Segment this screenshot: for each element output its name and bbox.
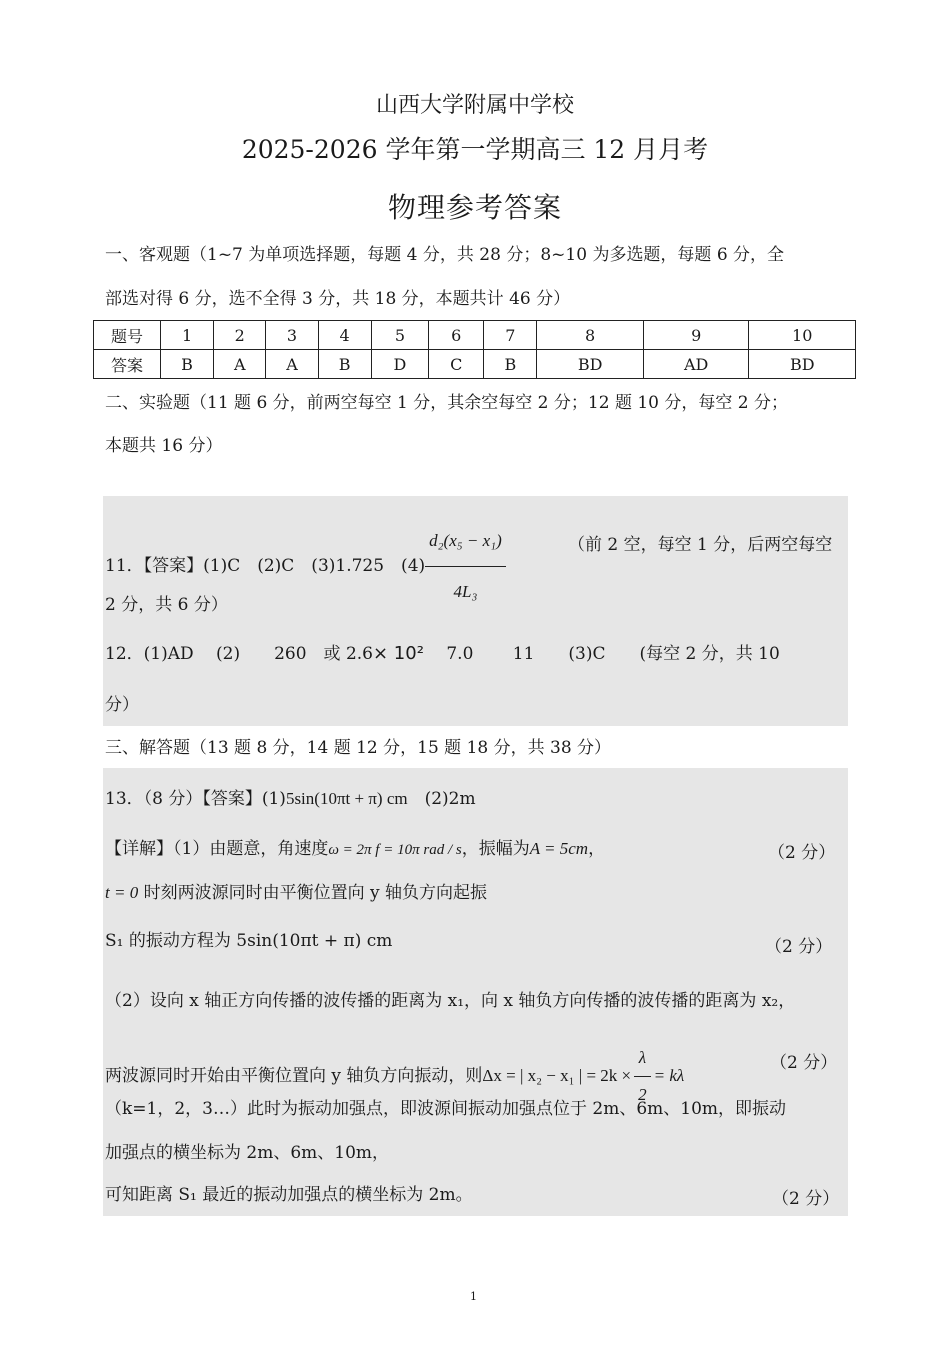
section2-intro-line2: 本题共 16 分） — [105, 436, 223, 456]
subject-title: 物理参考答案 — [387, 191, 562, 224]
table-cell: 3 — [266, 321, 318, 350]
q13-lambda-numerator: λ — [634, 1040, 651, 1077]
table-cell: B — [161, 350, 214, 379]
section2-intro-line1: 二、实验题（11 题 6 分，前两空每空 1 分，其余空每空 2 分；12 题 10 分，每空 2 分； — [105, 393, 789, 413]
q11-note-line1: （前 2 空，每空 1 分，后两空每空 — [568, 535, 833, 555]
q13-detail-end: ， — [588, 839, 606, 859]
table-cell: 5 — [371, 321, 429, 350]
q13-source-label: S₁ — [105, 931, 124, 951]
section3-intro: 三、解答题（13 题 8 分，14 题 12 分，15 题 18 分，共 38 分） — [105, 738, 612, 758]
q13-answer-suffix: (2)2m — [407, 789, 476, 809]
q13-part2-text: 两波源同时开始由平衡位置向 y 轴负方向振动，则 — [105, 1066, 483, 1086]
q12-exponent: × 10² — [373, 643, 424, 664]
q13-line3-text: 的振动方程为 5sin(10πt + π) cm — [123, 931, 393, 951]
table-cell: BD — [537, 350, 643, 379]
page-number: 1 — [470, 1290, 477, 1303]
q13-detail-line1 — [105, 838, 765, 861]
q13-detail-line3 — [105, 930, 705, 952]
q11-fraction-denominator: 4L₃ — [453, 582, 478, 601]
table-cell: 2 — [214, 321, 266, 350]
q11-prefix: 11．【答案】(1)C (2)C (3)1.725 (4) — [105, 556, 426, 576]
q13-time-zero: t = 0 — [105, 883, 139, 902]
table-cell: BD — [749, 350, 856, 379]
q13-part2-line5: 可知距离 S₁ 最近的振动加强点的横坐标为 2m。 — [105, 1185, 473, 1205]
q13-line2-text: 时刻两波源同时由平衡位置向 y 轴负方向起振 — [138, 883, 488, 903]
q13-detail-text: 【详解】（1）由题意，角速度 — [105, 839, 329, 859]
table-cell: C — [429, 350, 484, 379]
q13-lambda-denominator: 2 — [638, 1085, 647, 1104]
table-cell: B — [318, 350, 371, 379]
q13-delta-x-formula: Δx = | x₂ − x₁ | = 2k × — [482, 1066, 632, 1085]
table-cell: 4 — [318, 321, 371, 350]
q13-part2-line1: （2）设向 x 轴正方向传播的波传播的距离为 x₁，向 x 轴负方向传播的波传播的距离为 x₂， — [105, 991, 796, 1011]
table-cell: A — [266, 350, 318, 379]
table-cell: 8 — [537, 321, 643, 350]
answer-table — [93, 320, 856, 379]
table-row-numbers — [94, 321, 856, 350]
section1-intro-line1: 一、客观题（1~7 为单项选择题，每题 4 分，共 28 分；8~10 为多选题，每题 6 分，全 — [105, 245, 785, 265]
table-cell: 7 — [484, 321, 537, 350]
q13-answer-line — [105, 788, 850, 810]
q11-note-line2: 2 分，共 6 分） — [105, 595, 228, 615]
q13-answer-prefix: 13．（8 分）【答案】(1) — [105, 789, 286, 809]
row-label-number: 题号 — [94, 321, 161, 350]
table-cell: B — [484, 350, 537, 379]
table-cell: 1 — [161, 321, 214, 350]
q13-k-lambda: = kλ — [653, 1066, 685, 1085]
q12-answer-line — [105, 643, 850, 665]
school-name: 山西大学附属中学校 — [375, 93, 574, 118]
table-row-answers — [94, 350, 856, 379]
exam-title: 2025-2026 学年第一学期高三 12 月月考 — [241, 135, 709, 164]
q13-points-1: （2 分） — [768, 843, 836, 863]
q13-part2-line4: 加强点的横坐标为 2m、6m、10m， — [105, 1143, 390, 1163]
q11-fraction-numerator: d₂(x₅ − x₁) — [425, 516, 506, 567]
table-cell: D — [371, 350, 429, 379]
q13-points-3: （2 分） — [770, 1053, 838, 1073]
q13-amplitude-label: ，振幅为 — [461, 839, 530, 859]
table-cell: 10 — [749, 321, 856, 350]
table-cell: 6 — [429, 321, 484, 350]
q13-part2-line3: （k=1，2，3…）此时为振动加强点，即波源间振动加强点位于 2m、6m、10m，即振动 — [105, 1099, 787, 1119]
q13-answer-formula: 5sin(10πt + π) cm — [285, 789, 408, 808]
q13-points-4: （2 分） — [772, 1189, 840, 1209]
q12-part-c: 7.0 11 (3)C (每空 2 分，共 10 — [446, 644, 780, 664]
q12-line2: 分） — [105, 695, 139, 715]
table-cell: AD — [643, 350, 749, 379]
q13-amplitude: A = 5cm — [529, 839, 589, 858]
q13-points-2: （2 分） — [765, 937, 833, 957]
table-cell: 9 — [643, 321, 749, 350]
table-cell: A — [214, 350, 266, 379]
q13-detail-line2 — [105, 882, 845, 904]
q12-part-a: 12．(1)AD (2) 260 或 2.6 — [105, 644, 373, 664]
section1-intro-line2: 部选对得 6 分，选不全得 3 分，共 18 分，本题共计 46 分） — [105, 289, 571, 309]
q13-angular-velocity: ω = 2π f = 10π rad / s — [328, 842, 462, 858]
row-label-answer: 答案 — [94, 350, 161, 379]
